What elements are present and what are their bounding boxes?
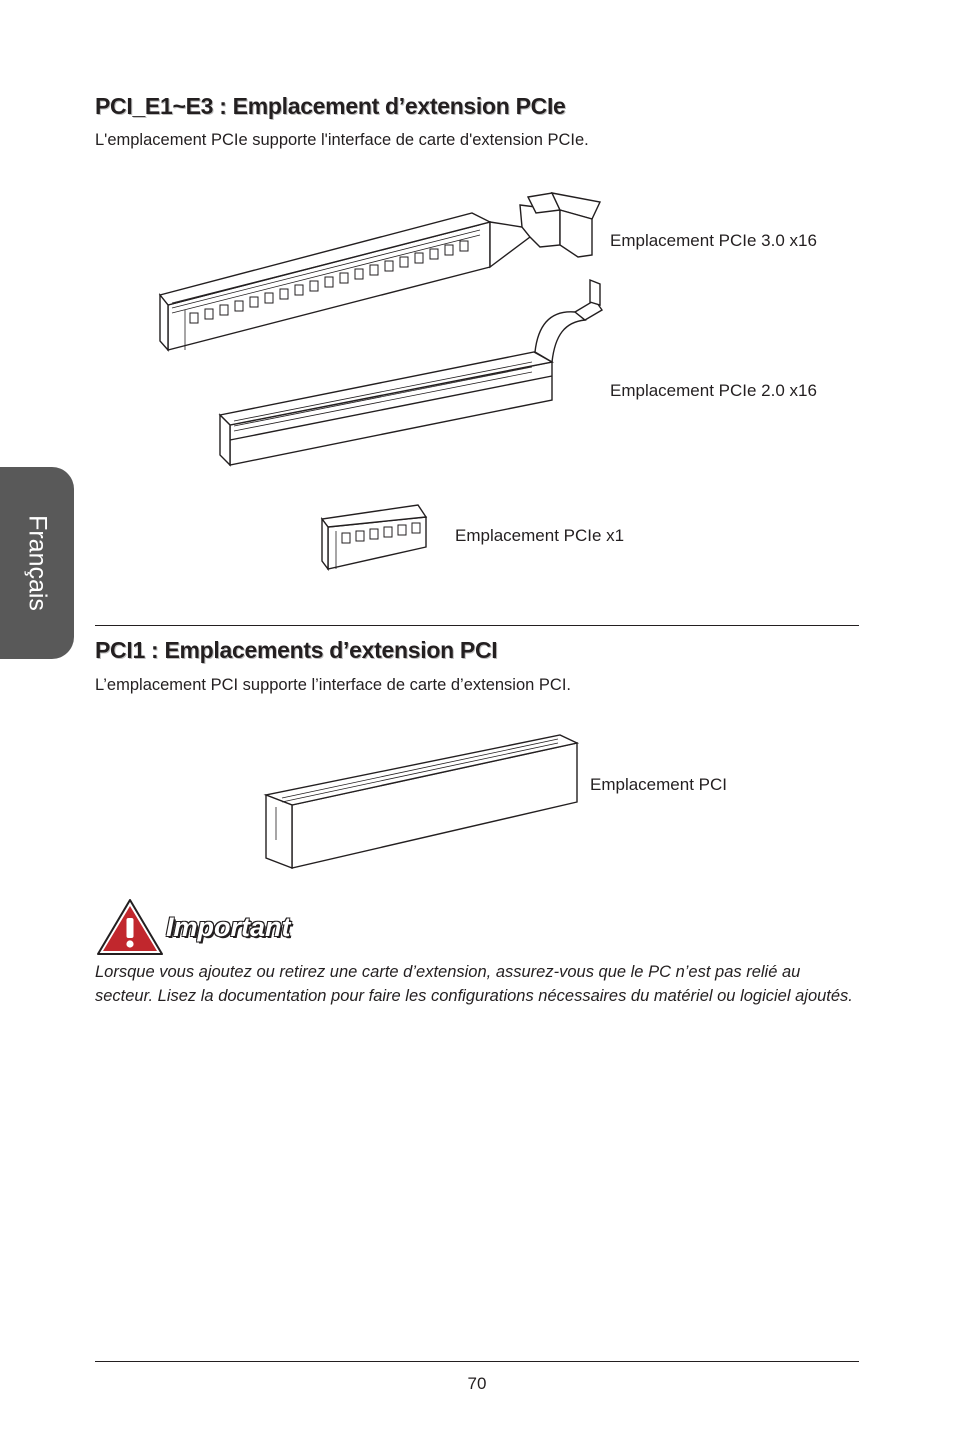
pcie2-x16-slot-illustration [220, 280, 620, 475]
language-tab-label: Français [23, 515, 52, 611]
pci-slot-label: Emplacement PCI [590, 775, 727, 794]
important-title: Important [166, 912, 291, 942]
pcie2-x16-label: Emplacement PCIe 2.0 x16 [610, 381, 817, 400]
important-text: Lorsque vous ajoutez ou retirez une carte d’extension, assurez-vous que le PC n’est pas relié au secteur. Lisez la documentation pour faire les configurations nécessaires du matériel ou logiciel ajoutés. [95, 963, 853, 1005]
section-divider [95, 625, 859, 626]
language-side-tab [0, 467, 74, 659]
pci-slot-illustration [262, 735, 582, 875]
pcie-description: L'emplacement PCIe supporte l'interface de carte d'extension PCIe. [95, 131, 589, 149]
pci-section-title: PCI1 : Emplacements d’extension PCI [95, 637, 498, 663]
pcie-x1-label: Emplacement PCIe x1 [455, 526, 625, 545]
pcie3-x16-label: Emplacement PCIe 3.0 x16 [610, 231, 817, 250]
footer-rule [95, 1361, 859, 1362]
pci-description: L’emplacement PCI supporte l’interface de carte d’extension PCI. [95, 676, 572, 694]
page-number: 70 [467, 1374, 487, 1393]
pcie-x1-slot-illustration [322, 503, 432, 573]
warning-triangle-icon [96, 898, 164, 956]
pcie-section-title: PCI_E1~E3 : Emplacement d’extension PCIe [95, 93, 566, 119]
